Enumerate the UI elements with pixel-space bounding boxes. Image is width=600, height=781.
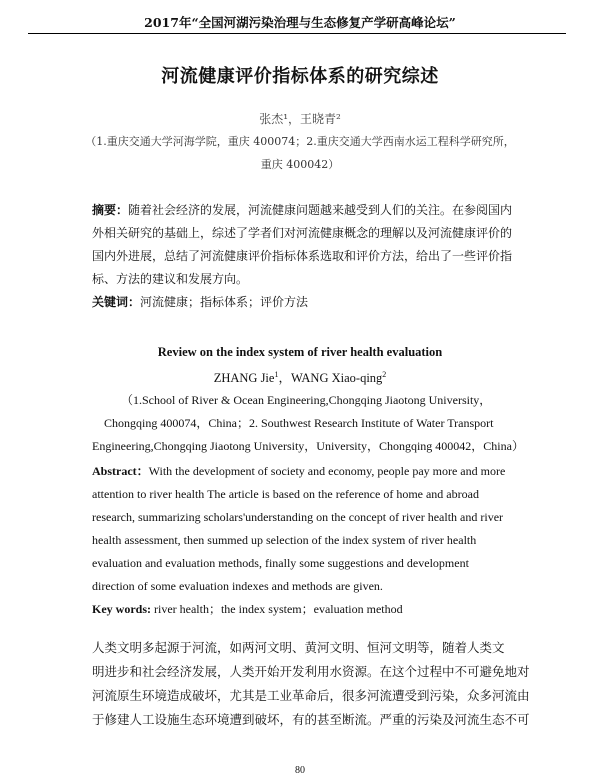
keywords-en-text: river health；the index system；evaluation method [151,602,403,616]
affiliation-en-line-1: （1.School of River & Ocean Engineering,Chongqing Jiaotong University， [121,393,492,407]
abstract-en-line: research, summarizing scholars'understanding on the concept of river health and river [92,510,504,524]
body-line: 人类文明多起源于河流，如两河文明、黄河文明、恒河文明等，随着人类文 [92,640,505,655]
keywords-cn-text: 河流健康；指标体系；评价方法 [140,295,309,309]
body-text-cn [92,636,530,732]
abstract-cn-line: 国内外进展，总结了河流健康评价指标体系选取和评价方法，给出了一些评价指 [92,249,513,263]
affiliation-en-line-3: Engineering,Chongqing Jiaotong University，University，Chongqing 400042，China） [92,439,524,453]
title-cn: 河流健康评价指标体系的研究综述 [161,66,439,87]
keywords-en-label: Key words: [92,602,151,616]
body-line: 河流原生环境造成破坏，尤其是工业革命后，很多河流遭受到污染，众多河流由 [92,688,530,703]
affiliation-cn-line-2: 重庆 400042） [260,158,340,171]
abstract-en-line: Abstract：With the development of society and economy, people pay more and more [92,464,506,478]
affiliation-cn-line-1: （1.重庆交通大学河海学院，重庆 400074；2.重庆交通大学西南水运工程科学研究所， [85,135,515,148]
abstract-cn-line: 摘要：随着社会经济的发展，河流健康问题越来越受到人们的关注。在参阅国内 [92,203,513,217]
page-number: 80 [295,765,305,776]
affiliation-en-line-2: Chongqing 400074，China；2. Southwest Research Institute of Water Transport [104,416,494,430]
abstract-cn-line: 外相关研究的基础上，综述了学者们对河流健康概念的理解以及河流健康评价的 [92,226,513,240]
title-en: Review on the index system of river health evaluation [157,345,443,359]
keywords-en [92,598,505,621]
body-line: 明进步和社会经济发展，人类开始开发利用水资源。在这个过程中不可避免地对 [92,664,530,679]
authors-cn: 张杰¹，王晓青² [259,112,341,126]
keywords-cn [92,291,512,314]
abstract-cn [92,199,512,314]
abstract-en-line: attention to river health The article is based on the reference of home and abroad [92,487,479,501]
abstract-cn-line: 标、方法的建议和发展方向。 [92,272,249,286]
abstract-en-label: Abstract： [92,464,149,478]
abstract-en [92,460,505,621]
body-line: 于修建人工设施生态环境遭到破坏，有的甚至断流。严重的污染及河流生态不可 [92,712,530,727]
running-header: 2017年“全国河湖污染治理与生态修复产学研高峰论坛” [144,15,456,30]
header-rule [28,33,566,34]
authors-en: ZHANG Jie$^1$，WANG Xiao-qing$^2$ [213,369,387,385]
abstract-cn-label: 摘要： [92,203,129,217]
abstract-en-line: evaluation and evaluation methods, finally some suggestions and development [92,556,469,570]
abstract-en-line: direction of some evaluation indexes and methods are given. [92,579,383,593]
abstract-en-line: health assessment, then summed up selection of the index system of river health [92,533,477,547]
keywords-cn-label: 关键词： [92,295,141,309]
